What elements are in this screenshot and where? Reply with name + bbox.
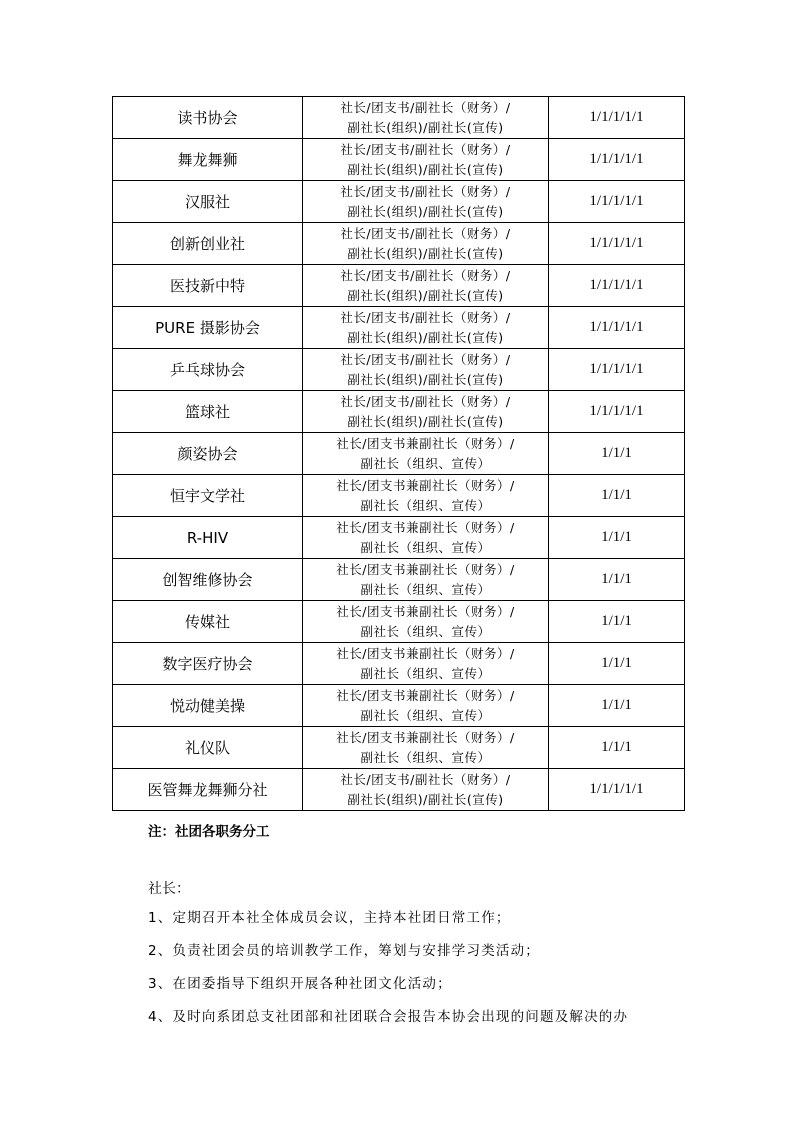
role-line: 副社长(组织)/副社长(宣传) [347, 371, 504, 387]
role-line: 社长/团支书兼副社长（财务）/ [336, 477, 515, 493]
club-name: 数字医疗协会 [113, 643, 303, 685]
position-counts: 1/1/1/1/1 [549, 349, 685, 391]
role-line: 副社长（组织、宣传） [360, 455, 491, 471]
club-name: 恒宇文学社 [113, 475, 303, 517]
duty-item: 2、负责社团会员的培训教学工作，筹划与安排学习类活动； [148, 943, 540, 959]
table-row [113, 727, 685, 769]
role-line: 社长/团支书兼副社长（财务）/ [336, 729, 515, 745]
role-line: 副社长(组织)/副社长(宣传) [347, 287, 504, 303]
club-name: 乒乓球协会 [113, 349, 303, 391]
club-name: 创智维修协会 [113, 559, 303, 601]
role-line: 副社长(组织)/副社长(宣传) [347, 329, 504, 345]
table-row [113, 643, 685, 685]
table-row [113, 265, 685, 307]
duty-item: 1、定期召开本社全体成员会议，主持本社团日常工作； [148, 910, 511, 926]
role-line: 副社长（组织、宣传） [360, 707, 491, 723]
position-counts: 1/1/1/1/1 [549, 391, 685, 433]
club-roles [303, 349, 549, 391]
role-line: 副社长（组织、宣传） [360, 623, 491, 639]
table-row [113, 139, 685, 181]
role-line: 副社长(组织)/副社长(宣传) [347, 245, 504, 261]
role-line: 副社长(组织)/副社长(宣传) [347, 791, 504, 807]
club-name: 汉服社 [113, 181, 303, 223]
position-counts: 1/1/1 [549, 475, 685, 517]
section-title: 社长： [148, 881, 190, 897]
position-counts: 1/1/1 [549, 559, 685, 601]
club-name: 舞龙舞狮 [113, 139, 303, 181]
position-counts: 1/1/1/1/1 [549, 769, 685, 811]
position-counts: 1/1/1/1/1 [549, 307, 685, 349]
role-line: 副社长（组织、宣传） [360, 497, 491, 513]
table-row [113, 349, 685, 391]
duty-list [148, 906, 628, 1038]
duty-item: 4、及时向系团总支社团部和社团联合会报告本协会出现的问题及解决的办 [148, 1009, 629, 1025]
club-roles [303, 727, 549, 769]
club-rows [113, 97, 685, 811]
role-line: 社长/团支书兼副社长（财务）/ [336, 687, 515, 703]
table-row [113, 307, 685, 349]
role-line: 社长/团支书/副社长（财务）/ [340, 309, 511, 325]
club-roles [303, 685, 549, 727]
position-counts: 1/1/1 [549, 601, 685, 643]
club-roles [303, 601, 549, 643]
club-roles [303, 391, 549, 433]
role-line: 社长/团支书/副社长（财务）/ [340, 99, 511, 115]
role-line: 社长/团支书/副社长（财务）/ [340, 267, 511, 283]
role-line: 社长/团支书/副社长（财务）/ [340, 183, 511, 199]
role-line: 社长/团支书兼副社长（财务）/ [336, 561, 515, 577]
club-name: 医技新中特 [113, 265, 303, 307]
club-roles [303, 223, 549, 265]
role-line: 副社长(组织)/副社长(宣传) [347, 413, 504, 429]
table-row [113, 559, 685, 601]
club-name: PURE 摄影协会 [113, 307, 303, 349]
club-roles [303, 265, 549, 307]
table-row [113, 223, 685, 265]
table-row [113, 769, 685, 811]
position-counts: 1/1/1 [549, 643, 685, 685]
duty-item: 3、在团委指导下组织开展各种社团文化活动； [148, 976, 452, 992]
role-line: 社长/团支书兼副社长（财务）/ [336, 645, 515, 661]
position-counts: 1/1/1 [549, 517, 685, 559]
club-roles [303, 433, 549, 475]
position-counts: 1/1/1/1/1 [549, 139, 685, 181]
position-counts: 1/1/1/1/1 [549, 223, 685, 265]
role-line: 社长/团支书/副社长（财务）/ [340, 771, 511, 787]
role-line: 社长/团支书兼副社长（财务）/ [336, 435, 515, 451]
role-line: 副社长(组织)/副社长(宣传) [347, 119, 504, 135]
club-roles [303, 181, 549, 223]
club-roles [303, 307, 549, 349]
position-counts: 1/1/1/1/1 [549, 265, 685, 307]
club-name: 读书协会 [113, 97, 303, 139]
club-name: 传媒社 [113, 601, 303, 643]
role-line: 副社长（组织、宣传） [360, 665, 491, 681]
table-row [113, 601, 685, 643]
club-name: R-HIV [113, 517, 303, 559]
role-line: 副社长(组织)/副社长(宣传) [347, 203, 504, 219]
role-line: 社长/团支书/副社长（财务）/ [340, 225, 511, 241]
position-counts: 1/1/1/1/1 [549, 97, 685, 139]
role-line: 社长/团支书兼副社长（财务）/ [336, 603, 515, 619]
role-line: 副社长(组织)/副社长(宣传) [347, 161, 504, 177]
position-counts: 1/1/1 [549, 433, 685, 475]
table-row [113, 391, 685, 433]
note-heading: 注：社团各职务分工 [148, 824, 270, 840]
role-line: 副社长（组织、宣传） [360, 749, 491, 765]
role-line: 社长/团支书兼副社长（财务）/ [336, 519, 515, 535]
table-row [113, 181, 685, 223]
table-row [113, 97, 685, 139]
position-counts: 1/1/1 [549, 727, 685, 769]
club-name: 创新创业社 [113, 223, 303, 265]
role-line: 副社长（组织、宣传） [360, 581, 491, 597]
role-line: 社长/团支书/副社长（财务）/ [340, 393, 511, 409]
role-line: 副社长（组织、宣传） [360, 539, 491, 555]
position-counts: 1/1/1 [549, 685, 685, 727]
club-name: 颜姿协会 [113, 433, 303, 475]
role-line: 社长/团支书/副社长（财务）/ [340, 351, 511, 367]
club-name: 礼仪队 [113, 727, 303, 769]
club-roles [303, 475, 549, 517]
table-row [113, 433, 685, 475]
club-name: 悦动健美操 [113, 685, 303, 727]
table-row [113, 475, 685, 517]
club-name: 医管舞龙舞狮分社 [113, 769, 303, 811]
club-name: 篮球社 [113, 391, 303, 433]
club-roles [303, 139, 549, 181]
club-roles [303, 769, 549, 811]
position-counts: 1/1/1/1/1 [549, 181, 685, 223]
table-row [113, 685, 685, 727]
role-line: 社长/团支书/副社长（财务）/ [340, 141, 511, 157]
club-roles [303, 559, 549, 601]
club-positions-table [112, 96, 685, 811]
club-roles [303, 643, 549, 685]
club-roles [303, 97, 549, 139]
table-row [113, 517, 685, 559]
club-roles [303, 517, 549, 559]
